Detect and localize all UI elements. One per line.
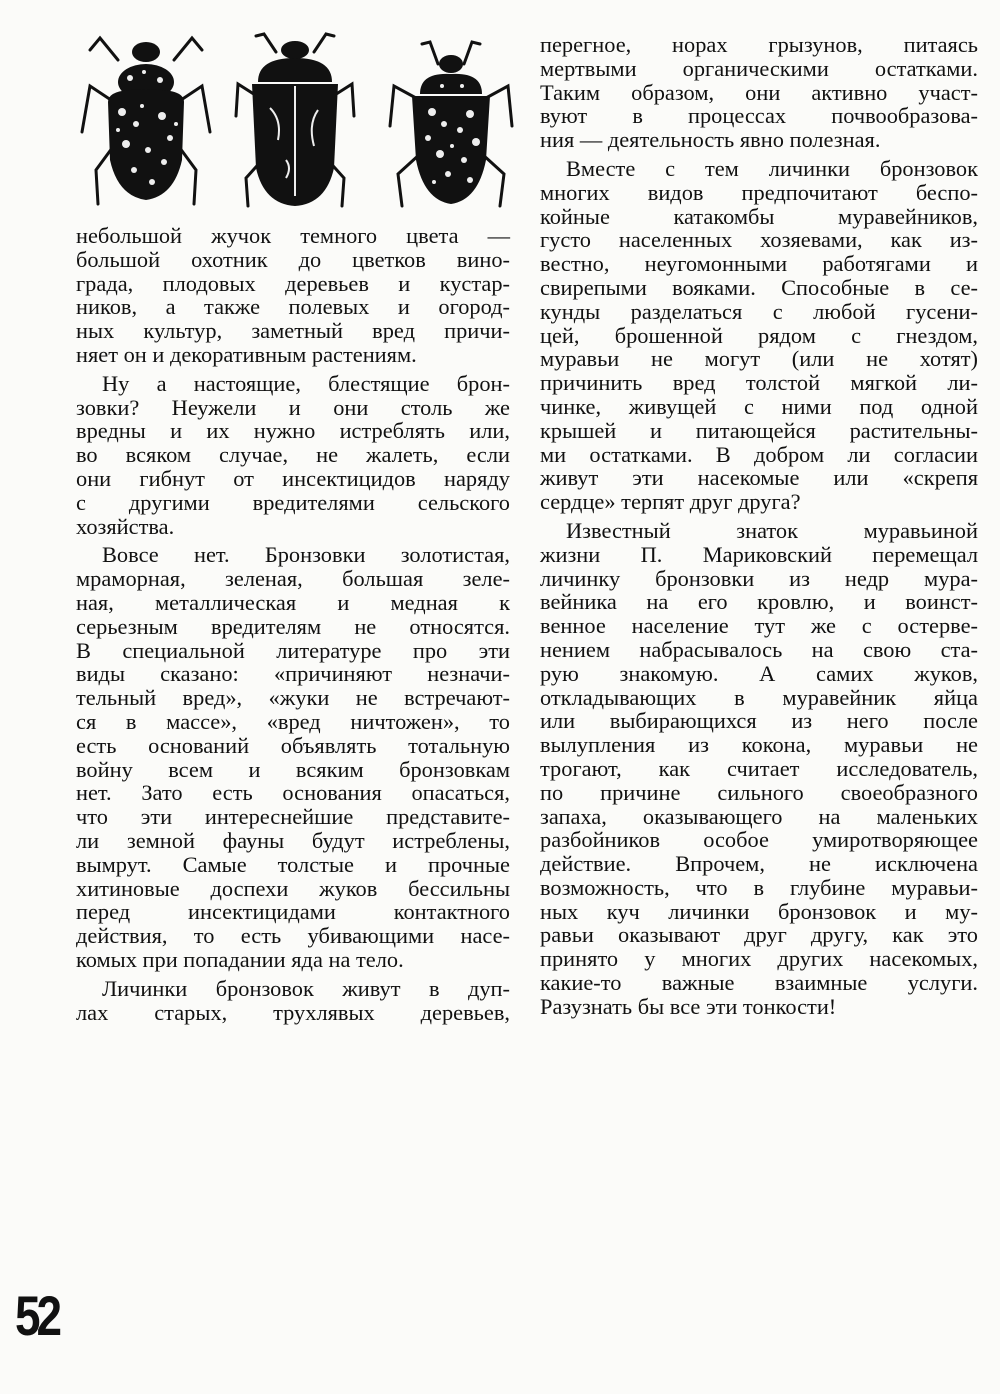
text-line: ных куч личинки бронзовок и му- bbox=[540, 898, 978, 924]
text-line: Известный знаток муравьиной bbox=[566, 517, 978, 543]
text-line: рую знакомую. А самих жуков, bbox=[540, 660, 978, 686]
text-line: многих видов предпочитают беспо- bbox=[540, 179, 978, 205]
text-line: какие-то важные взаимные услуги. bbox=[540, 970, 978, 996]
text-line: ми остатками. В добром ли согласии bbox=[540, 441, 978, 467]
text-line: ных культур, заметный вред причи- bbox=[76, 318, 510, 344]
text-line: Ну а настоящие, блестящие брон- bbox=[102, 370, 510, 396]
text-line: града, плодовых деревьев и кустар- bbox=[76, 270, 510, 296]
text-line: вуют в процессах почвообразова- bbox=[540, 103, 978, 129]
text-line: войну всем и всяким бронзовкам bbox=[76, 756, 510, 782]
text-line: что эти интереснейшие представите- bbox=[76, 804, 510, 830]
text-line: живут эти насекомые или «скрепя bbox=[540, 465, 978, 491]
text-line: перед инсектицидами контактного bbox=[76, 899, 510, 925]
text-line: сердце» терпят друг друга? bbox=[540, 489, 801, 515]
text-line: хозяйства. bbox=[76, 513, 175, 539]
text-line: вымрут. Самые толстые и прочные bbox=[76, 851, 510, 877]
text-line: ная, металлическая и медная к bbox=[76, 589, 510, 615]
text-line: мертвыми органическими остатками. bbox=[540, 55, 978, 81]
text-line: ния — деятельность явно полезная. bbox=[540, 127, 881, 153]
text-line: Личинки бронзовок живут в дуп- bbox=[102, 975, 510, 1001]
text-line: нет. Зато есть основания опасаться, bbox=[76, 780, 510, 806]
text-line: цей, брошенной рядом с гнездом, bbox=[540, 322, 978, 348]
text-line: вестно, неугомонными работягами и bbox=[540, 251, 978, 277]
beetle-speckled-icon bbox=[78, 20, 214, 210]
beetle-dark-icon bbox=[230, 28, 360, 210]
beetle-spotted-icon bbox=[382, 34, 520, 210]
text-line: няет он и декоративным растениям. bbox=[76, 341, 417, 367]
text-line: по причине сильного своеобразного bbox=[540, 779, 978, 805]
left-column bbox=[76, 224, 510, 1024]
text-line: разбойников особое умиротворяющее bbox=[540, 827, 978, 853]
text-line: нением набрасывалось на свою ста- bbox=[540, 636, 978, 662]
text-line: принято у многих других насекомых, bbox=[540, 946, 978, 972]
text-line: небольшой жучок темного цвета — bbox=[76, 223, 510, 248]
text-line: Вовсе нет. Бронзовки золотистая, bbox=[102, 542, 510, 568]
text-line: зовки? Неужели и они столь же bbox=[76, 394, 510, 420]
text-line: трогают, как считает исследователь, bbox=[540, 755, 978, 781]
text-line: перегное, норах грызунов, питаясь bbox=[540, 32, 978, 57]
text-line: свирепыми вояками. Способные в се- bbox=[540, 274, 978, 300]
text-line: откладывающих в муравейник яйца bbox=[540, 684, 978, 710]
text-line: действие. Впрочем, не исключена bbox=[540, 851, 978, 877]
page-number: 52 bbox=[15, 1284, 58, 1347]
right-column bbox=[540, 33, 978, 1019]
text-line: ся в массе», «вред ничтожен», то bbox=[76, 708, 510, 734]
text-line: во всяком случае, не жалеть, если bbox=[76, 442, 510, 468]
text-line: действия, то есть убивающими насе- bbox=[76, 923, 510, 949]
text-line: тельный вред», «жуки не встречают- bbox=[76, 685, 510, 711]
text-line: личинку бронзовки из недр мура- bbox=[540, 565, 978, 591]
text-line: вейника на его кровлю, и воинст- bbox=[540, 589, 978, 615]
text-line: или выбирающихся из него после bbox=[540, 708, 978, 734]
text-line: чинке, живущей с ними под одной bbox=[540, 393, 978, 419]
text-line: Разузнать бы все эти тонкости! bbox=[540, 993, 837, 1019]
text-line: с другими вредителями сельского bbox=[76, 489, 510, 515]
text-line: койные катакомбы муравейников, bbox=[540, 203, 978, 229]
text-line: Вместе с тем личинки бронзовок bbox=[566, 155, 978, 181]
text-line: запаха, оказывающего на маленьких bbox=[540, 803, 978, 829]
text-line: густо населенных хозяевами, как из- bbox=[540, 227, 978, 253]
text-line: причинить вред толстой мягкой ли- bbox=[540, 370, 978, 396]
text-line: кунды разделаться с любой гусени- bbox=[540, 298, 978, 324]
text-line: есть оснований объявлять тотальную bbox=[76, 732, 510, 758]
text-line: ников, а также полевых и огород- bbox=[76, 294, 510, 320]
text-line: серьезным вредителям не относятся. bbox=[76, 613, 510, 639]
text-line: вредны и их нужно истреблять или, bbox=[76, 418, 510, 444]
text-line: они гибнут от инсектицидов наряду bbox=[76, 465, 510, 491]
text-line: ли земной фауны будут истреблены, bbox=[76, 827, 510, 853]
text-line: венное население тут же с остерве- bbox=[540, 613, 978, 639]
text-line: хитиновые доспехи жуков бессильны bbox=[76, 875, 510, 901]
text-line: комых при попадании яда на тело. bbox=[76, 946, 404, 972]
text-line: вылупления из кокона, муравьи не bbox=[540, 732, 978, 758]
text-line: жизни П. Мариковский перемещал bbox=[540, 541, 978, 567]
text-line: Таким образом, они активно участ- bbox=[540, 79, 978, 105]
text-line: В специальной литературе про эти bbox=[76, 637, 510, 663]
text-line: возможность, что в глубине муравьи- bbox=[540, 874, 978, 900]
text-line: муравьи не могут (или не хотят) bbox=[540, 346, 978, 372]
beetle-illustrations bbox=[70, 20, 522, 210]
text-line: мраморная, зеленая, большая зеле- bbox=[76, 566, 510, 592]
text-line: виды сказано: «причиняют незначи- bbox=[76, 661, 510, 687]
text-line: крышей и питающейся растительны- bbox=[540, 417, 978, 443]
text-line: равьи оказывают друг другу, как это bbox=[540, 922, 978, 948]
text-line: большой охотник до цветков вино- bbox=[76, 246, 510, 272]
text-line: лах старых, трухлявых деревьев, bbox=[76, 999, 510, 1025]
